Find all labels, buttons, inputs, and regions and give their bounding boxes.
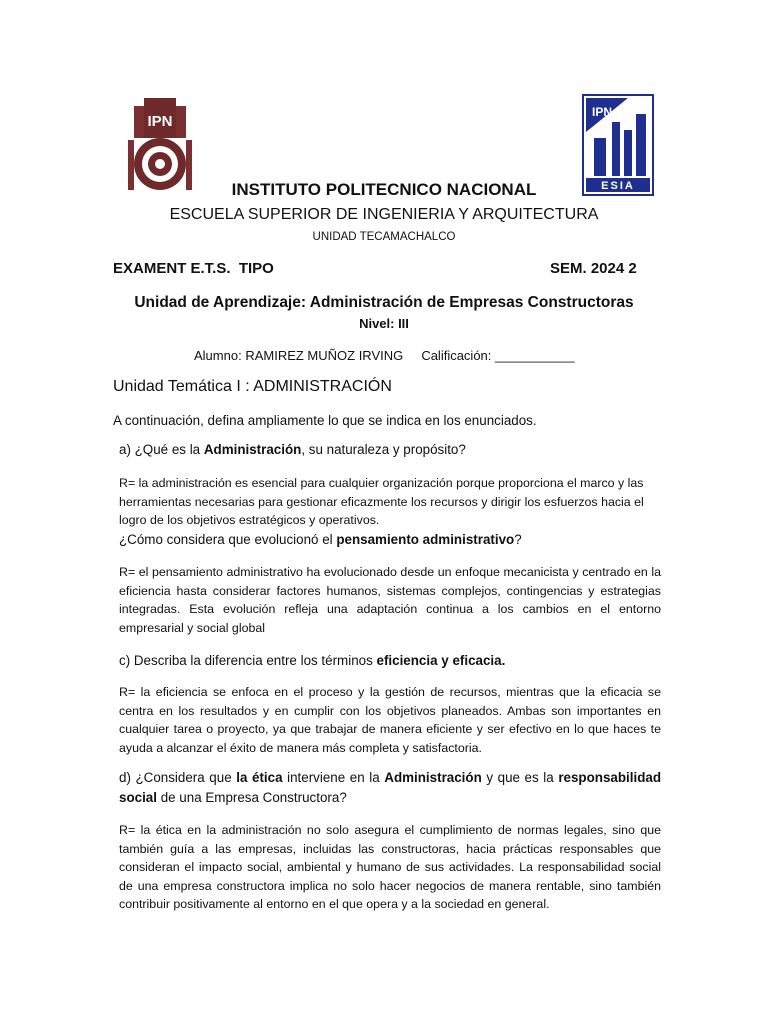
- ipn-logo-text: IPN: [147, 113, 173, 130]
- instructions: A continuación, defina ampliamente lo que se indica en los enunciados.: [113, 413, 537, 428]
- grade-field: Calificación: ___________: [421, 348, 575, 363]
- answer-d: R= la ética en la administración no solo asegura el cumplimiento de normas legales, sino que también guía a las empresas, incluidas las constructoras, hacia prácticas responsables que consideran el impacto social, ambiental y humano de sus actividades. La responsabilidad social de una empresa constructora implica no solo hacer negocios de manera rentable, sino también contribuir positivamente al entorno en el que opera y a la sociedad en general.: [119, 823, 661, 911]
- school-name: ESCUELA SUPERIOR DE INGENIERIA Y ARQUITECTURA: [169, 206, 599, 223]
- student-name: RAMIREZ MUÑOZ IRVING: [245, 348, 404, 363]
- question-c: c) Describa la diferencia entre los términos eficiencia y eficacia.: [119, 653, 506, 668]
- question-b: ¿Cómo considera que evolucionó el pensamiento administrativo?: [119, 532, 522, 547]
- question-a: a) ¿Qué es la Administración, su naturaleza y propósito?: [119, 442, 466, 457]
- semester: SEM. 2024 2: [550, 260, 637, 277]
- question-d: d) ¿Considera que la ética interviene en la Administración y que es la responsabilidad social de una Empresa Constructora?: [119, 770, 661, 805]
- esia-logo-text: ESIA: [601, 180, 635, 192]
- course-title: Unidad de Aprendizaje: Administración de Empresas Constructoras: [134, 294, 634, 311]
- esia-logo-ipn-text: IPN: [591, 105, 613, 119]
- answer-a: R= la administración es esencial para cualquier organización porque proporciona el marco y las herramientas necesarias para gestionar eficazmente los recursos y dirigir los esfuerzos hacia el logro de los objetivos estratégicos y operativos.: [119, 476, 644, 527]
- student-row: [194, 348, 575, 363]
- institution-title: INSTITUTO POLITECNICO NACIONAL: [231, 180, 537, 199]
- student-label: Alumno:: [194, 348, 246, 363]
- answer-c: R= la eficiencia se enfoca en el proceso y la gestión de recursos, mientras que la eficacia se centra en los resultados y en cumplir con los objetivos planeados. Ambas son importantes en cualquier tarea o proyecto, ya que trabajar de manera eficiente y ser efectivo en lo que haces te ayuda a alcanzar el éxito de manera más completa y satisfactoria.: [119, 685, 661, 755]
- answer-b: R= el pensamiento administrativo ha evolucionado desde un enfoque mecanicista y centrado en la eficiencia hasta considerar factores humanos, sistemas complejos, contingencias y estrategias integradas. Esta evolución refleja una adaptación continua a los cambios en el entorno empresarial y social global: [119, 565, 661, 635]
- unit-name: UNIDAD TECAMACHALCO: [312, 231, 456, 243]
- unit-title: Unidad Temática I : ADMINISTRACIÓN: [113, 378, 392, 395]
- exam-type: EXAMENT E.T.S. TIPO: [113, 260, 274, 277]
- course-level: Nivel: III: [359, 316, 409, 331]
